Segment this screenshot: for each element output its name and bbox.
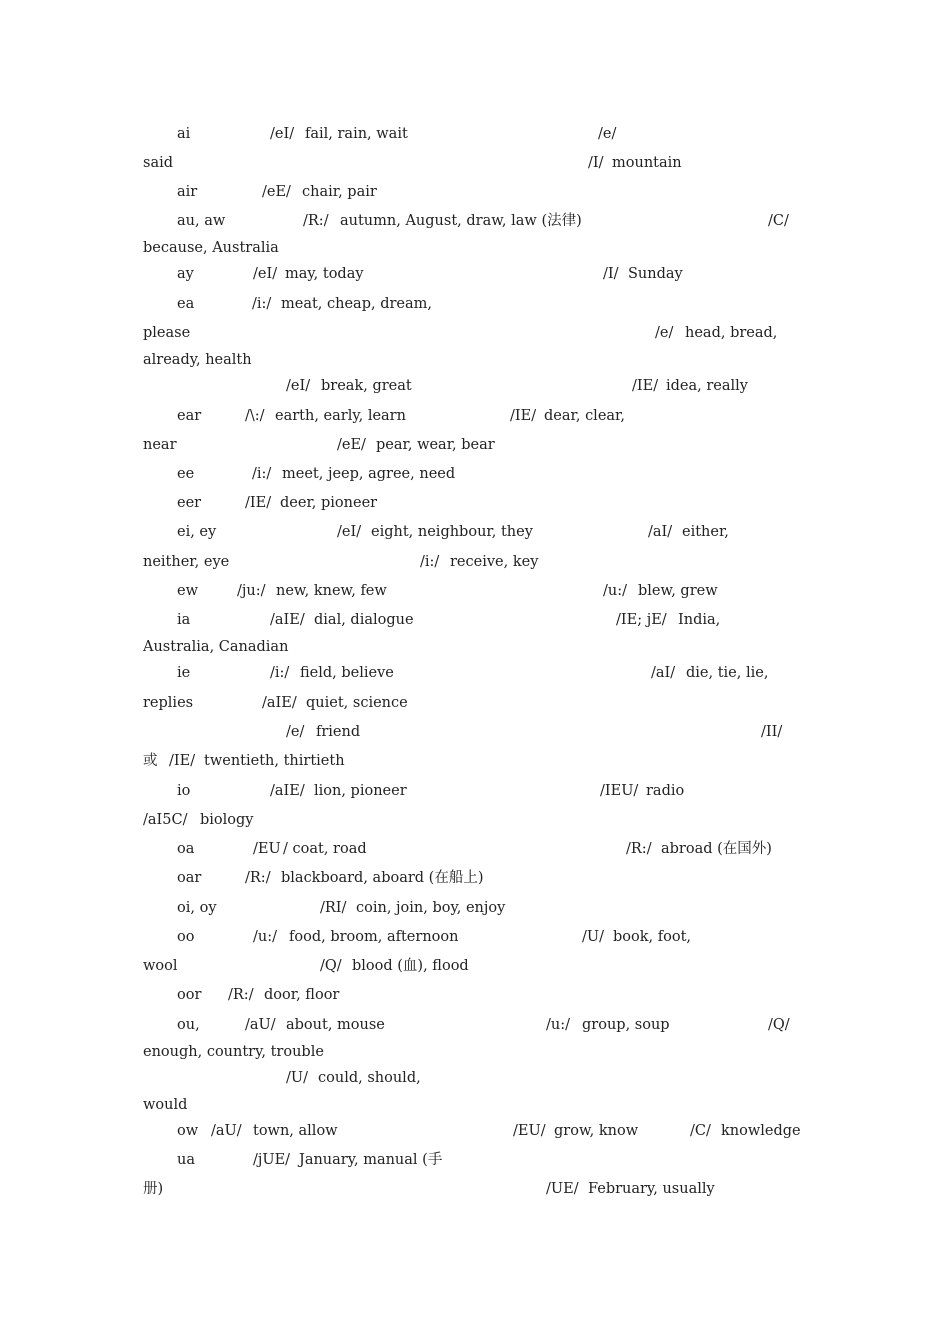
- example-text: oo: [177, 929, 195, 945]
- phonetic-symbol: /u:/: [603, 583, 627, 599]
- example-text: au, aw: [177, 213, 226, 229]
- example-text: 册): [143, 1181, 164, 1197]
- example-text: pear, wear, bear: [376, 437, 495, 453]
- example-text: ai: [177, 126, 191, 142]
- example-text: meat, cheap, dream,: [281, 296, 433, 312]
- phonetic-symbol: /e/: [286, 724, 305, 740]
- phonetic-symbol: /aU/: [211, 1123, 242, 1139]
- example-text: town, allow: [253, 1123, 338, 1139]
- phonetic-symbol: /Q/: [320, 958, 342, 974]
- example-text: die, tie, lie,: [686, 665, 769, 681]
- example-text: coin, join, boy, enjoy: [356, 900, 506, 916]
- example-text: 或: [143, 753, 158, 769]
- example-text: because, Australia: [143, 240, 279, 256]
- example-text: field, believe: [300, 665, 394, 681]
- example-text: grow, know: [554, 1123, 639, 1139]
- example-text: dial, dialogue: [314, 612, 414, 628]
- phonetic-symbol: /jUE/: [253, 1152, 291, 1168]
- example-text: dear, clear,: [544, 408, 625, 424]
- phonetic-symbol: /e/: [598, 126, 617, 142]
- phonetic-symbol: /aI/: [651, 665, 676, 681]
- phonetic-symbol: /aI/: [648, 524, 673, 540]
- phonetic-symbol: /i:/: [420, 554, 440, 570]
- example-text: either,: [682, 524, 729, 540]
- phonetic-symbol: /RI/: [320, 900, 347, 916]
- example-text: neither, eye: [143, 554, 230, 570]
- phonetic-symbol: /eI/: [286, 378, 311, 394]
- example-text: oor: [177, 987, 202, 1003]
- example-text: blew, grew: [638, 583, 718, 599]
- example-text: ie: [177, 665, 191, 681]
- example-text: abroad (在国外): [661, 841, 772, 857]
- phonetic-symbol: /u:/: [253, 929, 277, 945]
- example-text: break, great: [321, 378, 412, 394]
- example-text: earth, early, learn: [275, 408, 406, 424]
- phonetic-symbol: /eE/: [262, 184, 291, 200]
- example-text: knowledge: [721, 1123, 801, 1139]
- example-text: ea: [177, 296, 195, 312]
- example-text: would: [143, 1097, 188, 1113]
- phonetic-symbol: /C/: [690, 1123, 711, 1139]
- phonetic-symbol: /aI5C/: [143, 812, 188, 828]
- example-text: may, today: [285, 266, 364, 282]
- example-text: autumn, August, draw, law (法律): [340, 213, 582, 229]
- example-text: friend: [316, 724, 361, 740]
- example-text: food, broom, afternoon: [289, 929, 459, 945]
- example-text: wool: [143, 958, 178, 974]
- example-text: Sunday: [628, 266, 683, 282]
- phonetic-symbol: /U/: [582, 929, 604, 945]
- example-text: ee: [177, 466, 195, 482]
- phonetic-symbol: /IE/: [510, 408, 537, 424]
- example-text: chair, pair: [302, 184, 377, 200]
- example-text: mountain: [612, 155, 682, 171]
- phonetic-symbol: /R:/: [245, 870, 271, 886]
- phonetic-symbol: /eI/: [270, 126, 295, 142]
- example-text: ear: [177, 408, 202, 424]
- phonetic-symbol: /R:/: [626, 841, 652, 857]
- example-text: oar: [177, 870, 202, 886]
- example-text: about, mouse: [286, 1017, 385, 1033]
- example-text: ew: [177, 583, 198, 599]
- example-text: blood (血), flood: [352, 958, 469, 974]
- example-text: book, foot,: [613, 929, 692, 945]
- example-text: head, bread,: [685, 325, 778, 341]
- example-text: idea, really: [666, 378, 748, 394]
- phonetic-symbol: /IEU/: [600, 783, 639, 799]
- phonetic-symbol: /e/: [655, 325, 674, 341]
- example-text: air: [177, 184, 198, 200]
- phonetic-symbol: /EU/: [513, 1123, 546, 1139]
- phonetic-symbol: /aIE/: [262, 695, 297, 711]
- phonetic-symbol: /R:/: [303, 213, 329, 229]
- example-text: near: [143, 437, 177, 453]
- example-text: ua: [177, 1152, 195, 1168]
- phonetic-symbol: /i:/: [252, 296, 272, 312]
- phonetic-symbol: /eI/: [253, 266, 278, 282]
- phonetic-symbol: /EU: [253, 841, 281, 857]
- phonetic-symbol: /IE/: [169, 753, 196, 769]
- example-text: receive, key: [450, 554, 539, 570]
- example-text: door, floor: [264, 987, 340, 1003]
- example-text: io: [177, 783, 191, 799]
- phonetic-symbol: /C/: [768, 213, 789, 229]
- phonetic-symbol: /UE/: [546, 1181, 579, 1197]
- example-text: lion, pioneer: [314, 783, 407, 799]
- example-text: fail, rain, wait: [305, 126, 408, 142]
- example-text: eight, neighbour, they: [371, 524, 533, 540]
- example-text: ow: [177, 1123, 199, 1139]
- example-text: January, manual (手: [299, 1152, 443, 1168]
- example-text: replies: [143, 695, 194, 711]
- phonetic-symbol: /i:/: [270, 665, 290, 681]
- example-text: deer, pioneer: [280, 495, 378, 511]
- example-text: said: [143, 155, 174, 171]
- example-text: oi, oy: [177, 900, 217, 916]
- example-text: eer: [177, 495, 202, 511]
- phonetic-symbol: /U/: [286, 1070, 308, 1086]
- example-text: twentieth, thirtieth: [204, 753, 345, 769]
- example-text: ei, ey: [177, 524, 217, 540]
- example-text: / coat, road: [283, 841, 367, 857]
- example-text: ay: [177, 266, 194, 282]
- example-text: group, soup: [582, 1017, 670, 1033]
- phonetic-symbol: /I/: [603, 266, 619, 282]
- example-text: February, usually: [588, 1181, 715, 1197]
- example-text: already, health: [143, 352, 252, 368]
- example-text: India,: [678, 612, 721, 628]
- phonetic-symbol: /IE/: [632, 378, 659, 394]
- phonetic-symbol: /II/: [761, 724, 783, 740]
- example-text: new, knew, few: [276, 583, 387, 599]
- example-text: please: [143, 325, 191, 341]
- phonetic-symbol: /i:/: [252, 466, 272, 482]
- example-text: oa: [177, 841, 195, 857]
- example-text: biology: [200, 812, 254, 828]
- example-text: ou,: [177, 1017, 200, 1033]
- example-text: meet, jeep, agree, need: [282, 466, 456, 482]
- phonetic-symbol: /ju:/: [237, 583, 266, 599]
- example-text: enough, country, trouble: [143, 1044, 324, 1060]
- phonetic-symbol: /I/: [588, 155, 604, 171]
- example-text: ia: [177, 612, 191, 628]
- phonetic-symbol: /aIE/: [270, 612, 305, 628]
- phonetic-symbol: /aIE/: [270, 783, 305, 799]
- phonetic-symbol: /aU/: [245, 1017, 276, 1033]
- example-text: blackboard, aboard (在船上): [281, 870, 484, 886]
- example-text: Australia, Canadian: [143, 639, 289, 655]
- phonetic-symbol: /R:/: [228, 987, 254, 1003]
- phonetic-symbol: /eE/: [337, 437, 366, 453]
- phonetic-symbol: /IE; jE/: [616, 612, 667, 628]
- phonetic-symbol: /IE/: [245, 495, 272, 511]
- phonetic-symbol: /Q/: [768, 1017, 790, 1033]
- phonetic-symbol: /\:/: [245, 408, 265, 424]
- example-text: radio: [646, 783, 685, 799]
- example-text: could, should,: [318, 1070, 421, 1086]
- phonetic-symbol: /eI/: [337, 524, 362, 540]
- example-text: quiet, science: [306, 695, 408, 711]
- phonetic-symbol: /u:/: [546, 1017, 570, 1033]
